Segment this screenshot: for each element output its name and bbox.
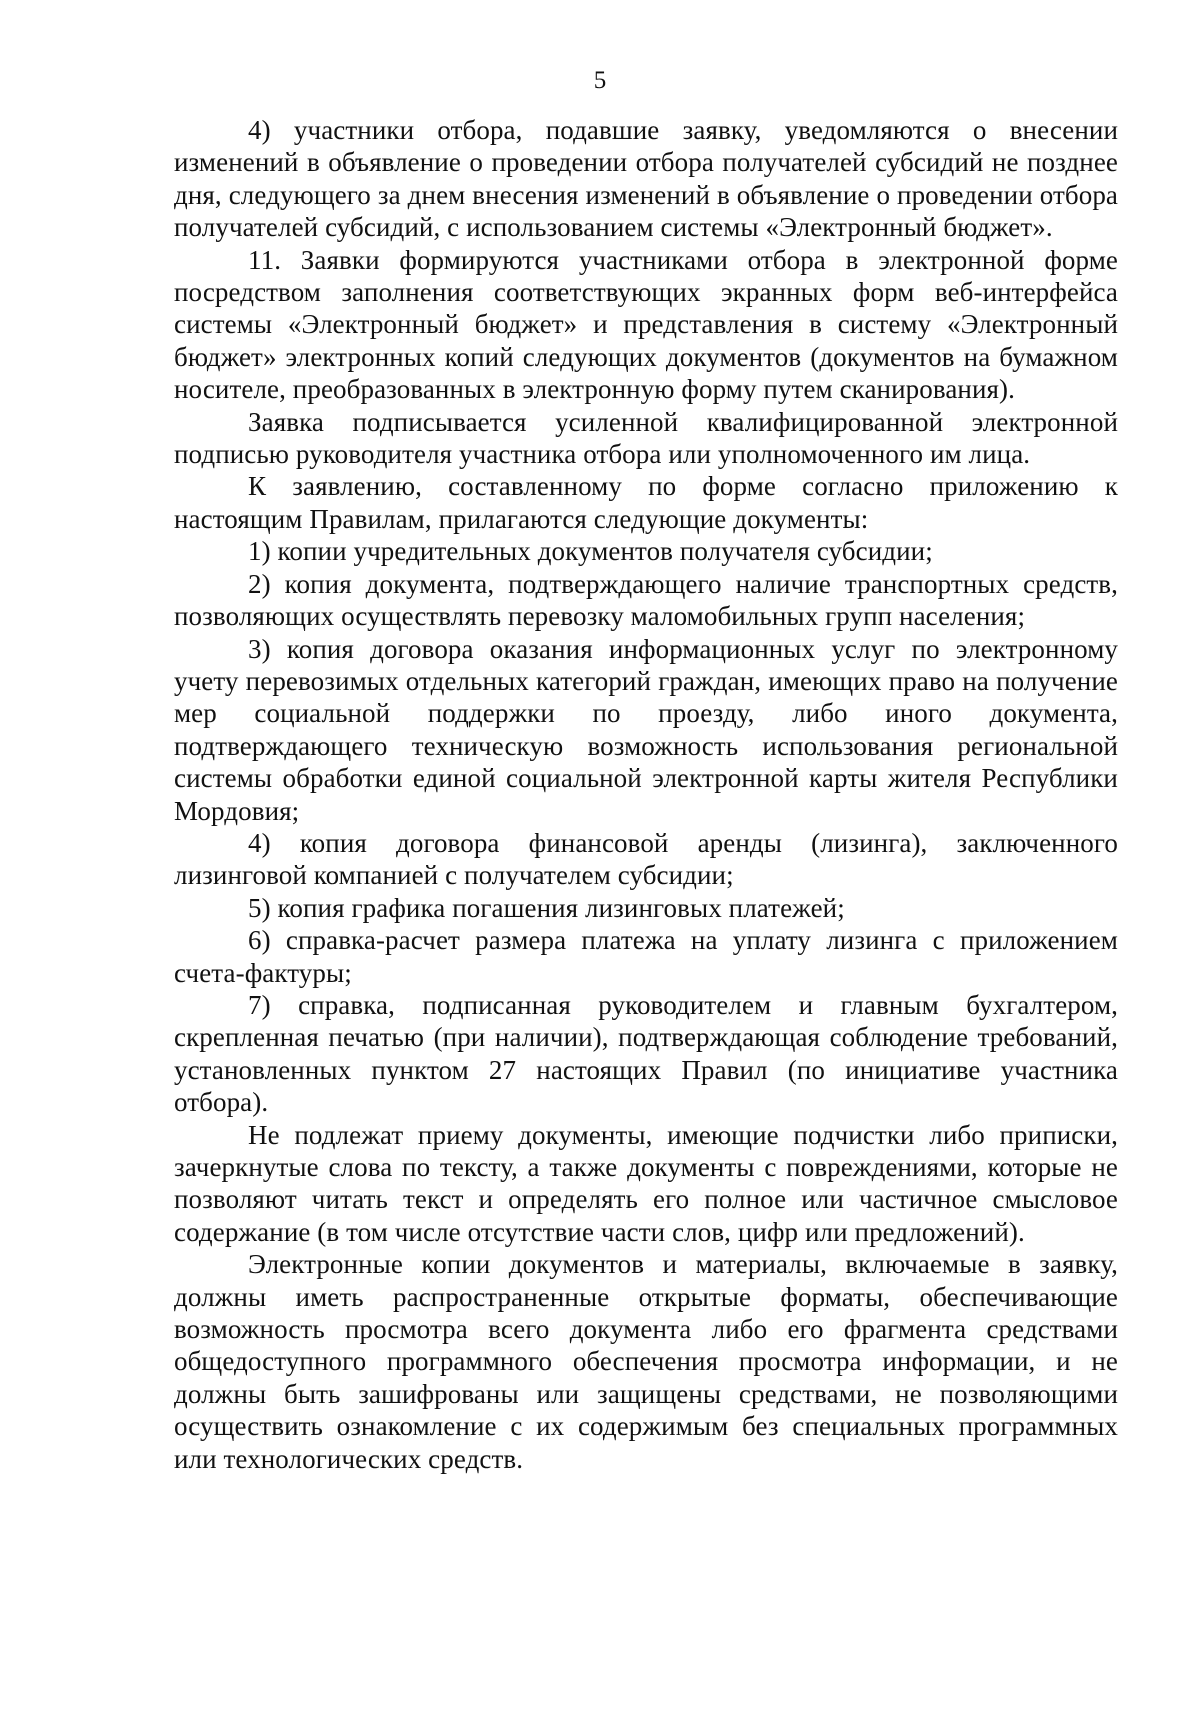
paragraph-signature: Заявка подписывается усиленной квалифицированной электронной подписью руководителя участника отбора или уполномоченного им лица.: [174, 406, 1118, 470]
paragraph-item-4-notification: 4) участники отбора, подавшие заявку, уведомляются о внесении изменений в объявление о проведении отбора получателей субсидий не позднее дня, следующего за днем внесения изменений в объявление о проведении отбора получателей субсидий, с использованием системы «Электронный бюджет».: [174, 115, 1118, 243]
paragraph-rejected-documents: Не подлежат приему документы, имеющие подчистки либо приписки, зачеркнутые слова по тексту, а также документы с повреждениями, которые не позволяют читать текст и определять его полное или частичное смысловое содержание (в том числе отсутствие части слов, цифр или предложений).: [174, 1119, 1118, 1247]
list-item-1: 1) копии учредительных документов получателя субсидии;: [248, 536, 933, 567]
list-item-7: 7) справка, подписанная руководителем и главным бухгалтером, скрепленная печатью (при наличии), подтверждающая соблюдение требований, установленных пунктом 27 настоящих Правил (по инициативе участника отбора).: [174, 989, 1118, 1118]
paragraph-electronic-copies: Электронные копии документов и материалы, включаемые в заявку, должны иметь распространенные открытые форматы, обеспечивающие возможность просмотра всего документа либо его фрагмента средствами общедоступного программного обеспечения просмотра информации, и не должны быть зашифрованы или защищены средствами, не позволяющими осуществить ознакомление с их содержимым без специальных программных или технологических средств.: [174, 1249, 1118, 1474]
list-item-3: 3) копия договора оказания информационных услуг по электронному учету перевозимых отдельных категорий граждан, имеющих право на получение мер социальной поддержки по проезду, либо иного документа, подтверждающего техническую возможность использования региональной системы обработки единой социальной электронной карты жителя Республики Мордовия;: [174, 633, 1118, 826]
list-item-4: 4) копия договора финансовой аренды (лизинга), заключенного лизинговой компанией с получателем субсидии;: [174, 827, 1118, 891]
paragraph-section-11: 11. Заявки формируются участниками отбора в электронной форме посредством заполнения соответствующих экранных форм веб-интерфейса системы «Электронный бюджет» и представления в систему «Электронный бюджет» электронных копий следующих документов (документов на бумажном носителе, преобразованных в электронную форму путем сканирования).: [174, 244, 1118, 405]
page-number: 5: [593, 67, 607, 94]
list-item-5: 5) копия графика погашения лизинговых платежей;: [248, 892, 845, 923]
list-item-2: 2) копия документа, подтверждающего наличие транспортных средств, позволяющих осуществлять перевозку маломобильных групп населения;: [174, 568, 1118, 632]
document-body: [174, 114, 1118, 1475]
list-item-6: 6) справка-расчет размера платежа на уплату лизинга с приложением счета-фактуры;: [174, 925, 1118, 988]
paragraph-attachments-intro: К заявлению, составленному по форме согласно приложению к настоящим Правилам, прилагаются следующие документы:: [174, 471, 1118, 534]
